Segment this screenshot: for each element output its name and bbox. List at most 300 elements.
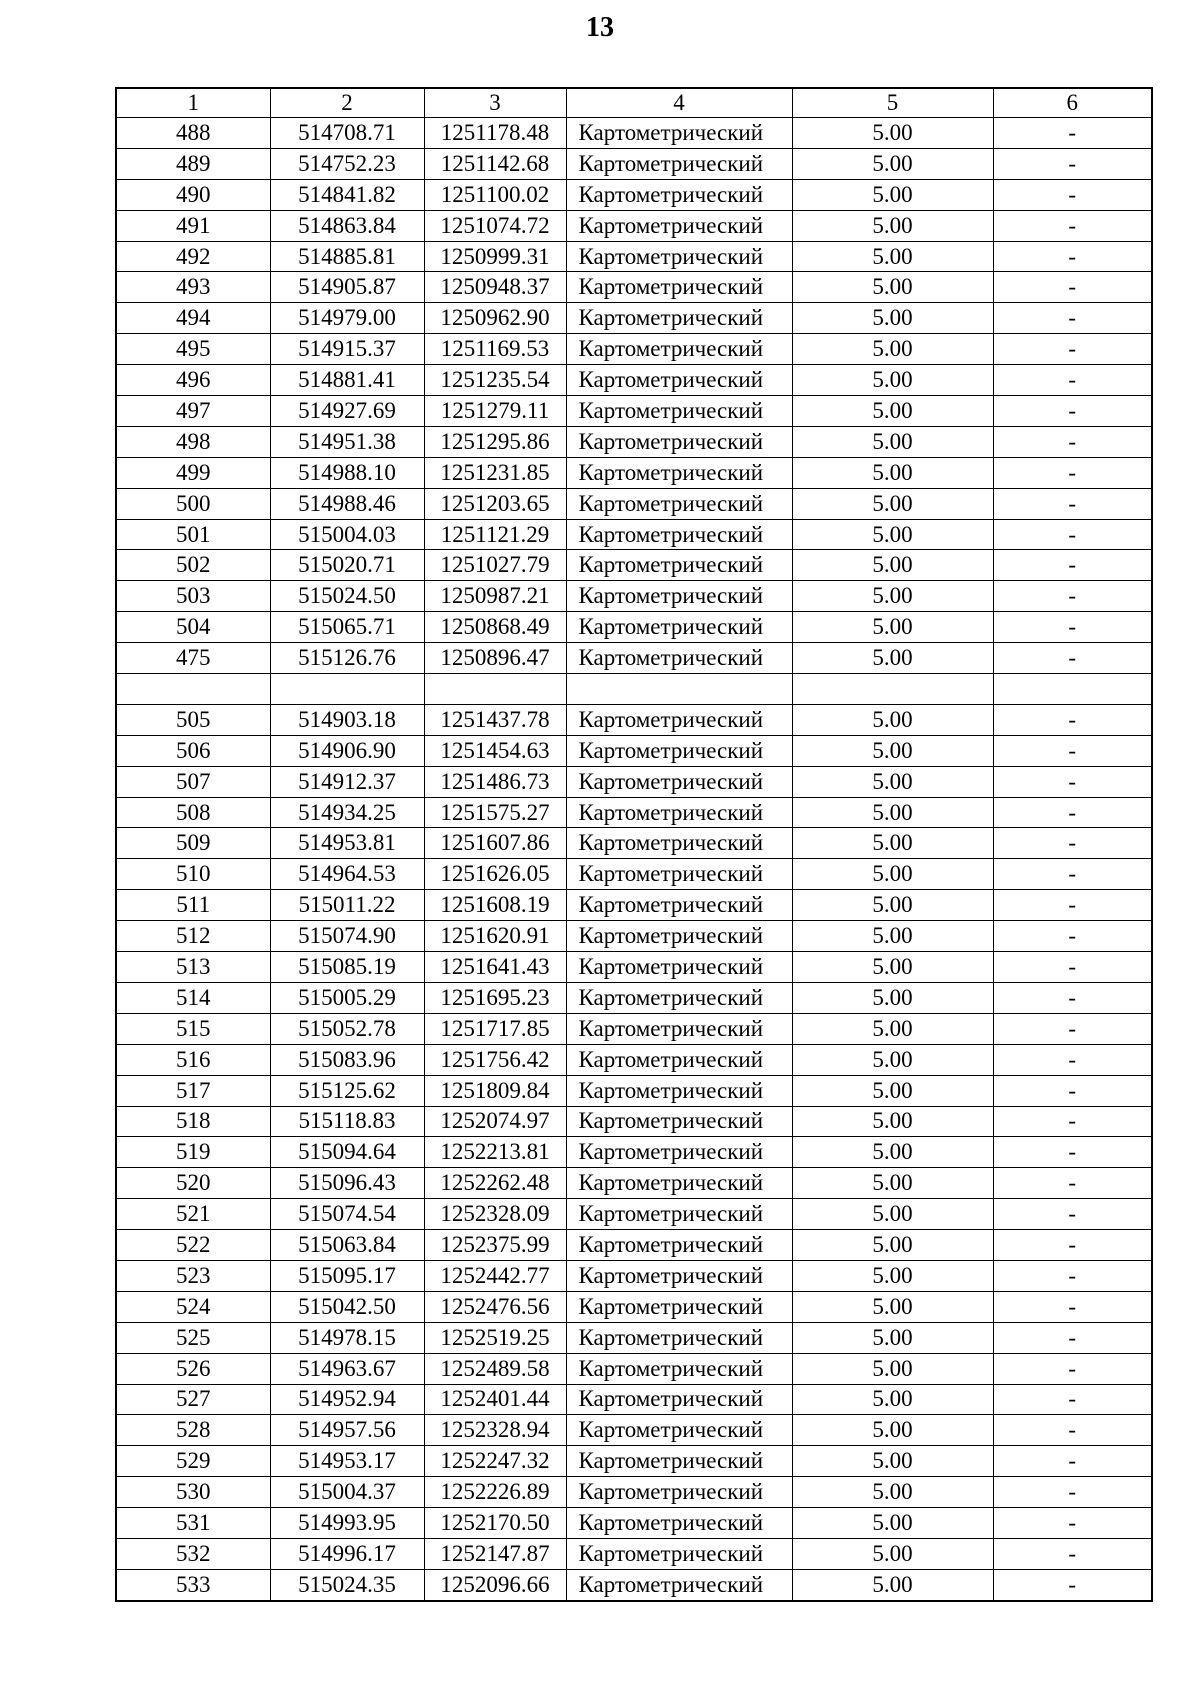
description-cell: - [993,1260,1152,1291]
point-number-cell: 505 [116,704,270,735]
description-cell: - [993,1137,1152,1168]
accuracy-cell: 5.00 [792,921,993,952]
x-coordinate-cell: 514905.87 [270,272,424,303]
y-coordinate-cell: 1252489.58 [424,1353,566,1384]
accuracy-cell: 5.00 [792,365,993,396]
method-cell: Картометрический [566,1044,792,1075]
point-number-cell: 506 [116,735,270,766]
accuracy-cell: 5.00 [792,1446,993,1477]
x-coordinate-cell: 515118.83 [270,1106,424,1137]
accuracy-cell: 5.00 [792,1013,993,1044]
x-coordinate-cell: 515126.76 [270,643,424,674]
method-cell: Картометрический [566,303,792,334]
accuracy-cell: 5.00 [792,1106,993,1137]
method-cell: Картометрический [566,921,792,952]
y-coordinate-cell: 1250987.21 [424,581,566,612]
point-number-cell: 491 [116,210,270,241]
x-coordinate-cell: 515042.50 [270,1291,424,1322]
accuracy-cell: 5.00 [792,550,993,581]
point-number-cell: 522 [116,1230,270,1261]
method-cell: Картометрический [566,1230,792,1261]
method-cell: Картометрический [566,982,792,1013]
method-cell: Картометрический [566,148,792,179]
point-number-cell: 490 [116,179,270,210]
table-row [116,488,1152,519]
table-row [116,179,1152,210]
x-coordinate-cell: 514927.69 [270,396,424,427]
accuracy-cell: 5.00 [792,859,993,890]
description-cell: - [993,952,1152,983]
x-coordinate-cell: 514752.23 [270,148,424,179]
table-row [116,365,1152,396]
accuracy-cell: 5.00 [792,952,993,983]
table-row [116,1446,1152,1477]
y-coordinate-cell: 1251169.53 [424,334,566,365]
column-header: 2 [270,88,424,118]
accuracy-cell: 5.00 [792,1384,993,1415]
table-row [116,921,1152,952]
method-cell: Картометрический [566,1291,792,1322]
x-coordinate-cell: 514951.38 [270,426,424,457]
method-cell: Картометрический [566,1106,792,1137]
point-number-cell: 515 [116,1013,270,1044]
description-cell: - [993,272,1152,303]
point-number-cell: 531 [116,1508,270,1539]
table-row [116,643,1152,674]
description-cell: - [993,921,1152,952]
table-row [116,1569,1152,1600]
y-coordinate-cell: 1252442.77 [424,1260,566,1291]
description-cell: - [993,643,1152,674]
table-row [116,952,1152,983]
method-cell: Картометрический [566,581,792,612]
method-cell: Картометрический [566,1322,792,1353]
description-cell: - [993,1044,1152,1075]
x-coordinate-cell: 514993.95 [270,1508,424,1539]
y-coordinate-cell: 1251027.79 [424,550,566,581]
x-coordinate-cell: 514953.17 [270,1446,424,1477]
point-number-cell: 533 [116,1569,270,1600]
y-coordinate-cell: 1251620.91 [424,921,566,952]
table-row [116,1075,1152,1106]
x-coordinate-cell: 514708.71 [270,118,424,149]
point-number-cell: 527 [116,1384,270,1415]
method-cell: Картометрический [566,952,792,983]
accuracy-cell: 5.00 [792,396,993,427]
description-cell: - [993,488,1152,519]
accuracy-cell: 5.00 [792,519,993,550]
x-coordinate-cell: 514953.81 [270,828,424,859]
description-cell: - [993,334,1152,365]
accuracy-cell: 5.00 [792,766,993,797]
description-cell: - [993,766,1152,797]
method-cell: Картометрический [566,519,792,550]
y-coordinate-cell: 1252096.66 [424,1569,566,1600]
method-cell: Картометрический [566,118,792,149]
y-coordinate-cell: 1252074.97 [424,1106,566,1137]
point-number-cell: 530 [116,1477,270,1508]
method-cell: Картометрический [566,1508,792,1539]
accuracy-cell: 5.00 [792,1044,993,1075]
x-coordinate-cell: 514863.84 [270,210,424,241]
description-cell: - [993,396,1152,427]
table-row [116,1508,1152,1539]
method-cell: Картометрический [566,334,792,365]
description-cell [993,674,1152,705]
table-row [116,1137,1152,1168]
table-row [116,272,1152,303]
method-cell: Картометрический [566,612,792,643]
y-coordinate-cell: 1251231.85 [424,457,566,488]
table-row [116,457,1152,488]
accuracy-cell: 5.00 [792,735,993,766]
description-cell: - [993,1322,1152,1353]
accuracy-cell: 5.00 [792,1291,993,1322]
x-coordinate-cell: 514978.15 [270,1322,424,1353]
y-coordinate-cell: 1251203.65 [424,488,566,519]
y-coordinate-cell: 1251626.05 [424,859,566,890]
x-coordinate-cell: 515004.37 [270,1477,424,1508]
y-coordinate-cell: 1251717.85 [424,1013,566,1044]
table-row [116,1106,1152,1137]
method-cell: Картометрический [566,550,792,581]
y-coordinate-cell: 1252170.50 [424,1508,566,1539]
description-cell: - [993,581,1152,612]
table-row [116,1415,1152,1446]
accuracy-cell: 5.00 [792,1260,993,1291]
coordinates-table [115,87,1153,1602]
method-cell: Картометрический [566,1384,792,1415]
description-cell: - [993,179,1152,210]
x-coordinate-cell: 514979.00 [270,303,424,334]
y-coordinate-cell: 1251695.23 [424,982,566,1013]
point-number-cell: 489 [116,148,270,179]
description-cell: - [993,148,1152,179]
y-coordinate-cell: 1251641.43 [424,952,566,983]
accuracy-cell: 5.00 [792,828,993,859]
table-row [116,612,1152,643]
point-number-cell: 521 [116,1199,270,1230]
method-cell: Картометрический [566,890,792,921]
description-cell: - [993,704,1152,735]
accuracy-cell: 5.00 [792,704,993,735]
method-cell: Картометрический [566,1415,792,1446]
method-cell: Картометрический [566,1013,792,1044]
method-cell: Картометрический [566,272,792,303]
point-number-cell: 526 [116,1353,270,1384]
table-row [116,1353,1152,1384]
method-cell: Картометрический [566,1538,792,1569]
x-coordinate-cell: 515085.19 [270,952,424,983]
table-row [116,859,1152,890]
y-coordinate-cell: 1251295.86 [424,426,566,457]
point-number-cell: 493 [116,272,270,303]
y-coordinate-cell: 1250999.31 [424,241,566,272]
description-cell: - [993,1199,1152,1230]
point-number-cell: 508 [116,797,270,828]
x-coordinate-cell: 514964.53 [270,859,424,890]
y-coordinate-cell: 1252401.44 [424,1384,566,1415]
accuracy-cell: 5.00 [792,457,993,488]
y-coordinate-cell: 1251178.48 [424,118,566,149]
x-coordinate-cell: 515065.71 [270,612,424,643]
point-number-cell: 496 [116,365,270,396]
description-cell: - [993,303,1152,334]
x-coordinate-cell: 514988.46 [270,488,424,519]
x-coordinate-cell: 515024.35 [270,1569,424,1600]
y-coordinate-cell: 1252226.89 [424,1477,566,1508]
method-cell: Картометрический [566,488,792,519]
table-row [116,1044,1152,1075]
method-cell: Картометрический [566,643,792,674]
method-cell: Картометрический [566,828,792,859]
accuracy-cell: 5.00 [792,1538,993,1569]
point-number-cell: 532 [116,1538,270,1569]
y-coordinate-cell: 1251142.68 [424,148,566,179]
column-header: 5 [792,88,993,118]
x-coordinate-cell: 514957.56 [270,1415,424,1446]
method-cell: Картометрический [566,179,792,210]
y-coordinate-cell: 1252328.94 [424,1415,566,1446]
y-coordinate-cell: 1251809.84 [424,1075,566,1106]
point-number-cell: 507 [116,766,270,797]
x-coordinate-cell: 514952.94 [270,1384,424,1415]
point-number-cell: 528 [116,1415,270,1446]
accuracy-cell: 5.00 [792,303,993,334]
x-coordinate-cell: 514996.17 [270,1538,424,1569]
accuracy-cell: 5.00 [792,1137,993,1168]
description-cell: - [993,735,1152,766]
x-coordinate-cell: 515094.64 [270,1137,424,1168]
table-row [116,148,1152,179]
table-row [116,766,1152,797]
accuracy-cell: 5.00 [792,1569,993,1600]
x-coordinate-cell: 514915.37 [270,334,424,365]
table-header-row [116,88,1152,118]
column-header: 3 [424,88,566,118]
y-coordinate-cell: 1251437.78 [424,704,566,735]
accuracy-cell: 5.00 [792,797,993,828]
method-cell: Картометрический [566,210,792,241]
y-coordinate-cell: 1250896.47 [424,643,566,674]
y-coordinate-cell: 1251607.86 [424,828,566,859]
point-number-cell: 525 [116,1322,270,1353]
description-cell: - [993,241,1152,272]
description-cell: - [993,1013,1152,1044]
accuracy-cell: 5.00 [792,334,993,365]
method-cell: Картометрический [566,766,792,797]
method-cell: Картометрический [566,1199,792,1230]
method-cell: Картометрический [566,1168,792,1199]
x-coordinate-cell: 514963.67 [270,1353,424,1384]
y-coordinate-cell: 1252328.09 [424,1199,566,1230]
point-number-cell: 514 [116,982,270,1013]
table-row [116,241,1152,272]
table-row [116,426,1152,457]
table-row [116,1538,1152,1569]
x-coordinate-cell: 514903.18 [270,704,424,735]
point-number-cell: 488 [116,118,270,149]
table-row [116,303,1152,334]
method-cell: Картометрический [566,1075,792,1106]
description-cell: - [993,890,1152,921]
accuracy-cell: 5.00 [792,643,993,674]
point-number-cell: 518 [116,1106,270,1137]
accuracy-cell: 5.00 [792,581,993,612]
accuracy-cell: 5.00 [792,241,993,272]
table-row [116,982,1152,1013]
y-coordinate-cell: 1252375.99 [424,1230,566,1261]
description-cell: - [993,1384,1152,1415]
point-number-cell: 513 [116,952,270,983]
table-row [116,1013,1152,1044]
accuracy-cell: 5.00 [792,426,993,457]
y-coordinate-cell: 1251608.19 [424,890,566,921]
accuracy-cell: 5.00 [792,1075,993,1106]
table-row [116,1322,1152,1353]
description-cell: - [993,519,1152,550]
table-row [116,1260,1152,1291]
accuracy-cell: 5.00 [792,272,993,303]
point-number-cell: 511 [116,890,270,921]
accuracy-cell: 5.00 [792,1168,993,1199]
x-coordinate-cell: 515074.90 [270,921,424,952]
description-cell: - [993,1353,1152,1384]
point-number-cell: 517 [116,1075,270,1106]
point-number-cell: 510 [116,859,270,890]
x-coordinate-cell: 515011.22 [270,890,424,921]
point-number-cell: 520 [116,1168,270,1199]
y-coordinate-cell: 1251100.02 [424,179,566,210]
table-row [116,890,1152,921]
method-cell: Картометрический [566,859,792,890]
y-coordinate-cell: 1251486.73 [424,766,566,797]
accuracy-cell: 5.00 [792,1353,993,1384]
table-row [116,1477,1152,1508]
method-cell: Картометрический [566,1446,792,1477]
method-cell: Картометрический [566,365,792,396]
accuracy-cell: 5.00 [792,1508,993,1539]
table-row [116,828,1152,859]
x-coordinate-cell: 514988.10 [270,457,424,488]
description-cell: - [993,1230,1152,1261]
x-coordinate-cell: 515020.71 [270,550,424,581]
table-row [116,1230,1152,1261]
x-coordinate-cell: 514906.90 [270,735,424,766]
accuracy-cell: 5.00 [792,118,993,149]
point-number-cell: 509 [116,828,270,859]
description-cell: - [993,1106,1152,1137]
point-number-cell: 501 [116,519,270,550]
y-coordinate-cell: 1251575.27 [424,797,566,828]
accuracy-cell: 5.00 [792,1477,993,1508]
point-number-cell: 504 [116,612,270,643]
description-cell: - [993,1477,1152,1508]
table-row [116,519,1152,550]
description-cell: - [993,797,1152,828]
method-cell: Картометрический [566,1260,792,1291]
y-coordinate-cell: 1252519.25 [424,1322,566,1353]
description-cell: - [993,210,1152,241]
method-cell: Картометрический [566,1353,792,1384]
description-cell: - [993,1569,1152,1600]
point-number-cell: 499 [116,457,270,488]
column-header: 4 [566,88,792,118]
method-cell: Картометрический [566,1477,792,1508]
description-cell: - [993,982,1152,1013]
method-cell: Картометрический [566,735,792,766]
x-coordinate-cell: 515096.43 [270,1168,424,1199]
table-row [116,704,1152,735]
description-cell: - [993,457,1152,488]
y-coordinate-cell: 1252247.32 [424,1446,566,1477]
point-number-cell: 519 [116,1137,270,1168]
method-cell: Картометрический [566,704,792,735]
accuracy-cell: 5.00 [792,890,993,921]
description-cell: - [993,828,1152,859]
point-number-cell: 529 [116,1446,270,1477]
x-coordinate-cell: 514841.82 [270,179,424,210]
x-coordinate-cell [270,674,424,705]
point-number-cell: 502 [116,550,270,581]
column-header: 1 [116,88,270,118]
method-cell: Картометрический [566,1137,792,1168]
accuracy-cell: 5.00 [792,982,993,1013]
description-cell: - [993,1446,1152,1477]
table-row [116,550,1152,581]
x-coordinate-cell: 514912.37 [270,766,424,797]
y-coordinate-cell [424,674,566,705]
description-cell: - [993,1538,1152,1569]
y-coordinate-cell: 1250868.49 [424,612,566,643]
point-number-cell: 500 [116,488,270,519]
description-cell: - [993,118,1152,149]
y-coordinate-cell: 1250962.90 [424,303,566,334]
point-number-cell: 503 [116,581,270,612]
description-cell: - [993,1508,1152,1539]
point-number-cell: 498 [116,426,270,457]
description-cell: - [993,859,1152,890]
y-coordinate-cell: 1252476.56 [424,1291,566,1322]
y-coordinate-cell: 1252213.81 [424,1137,566,1168]
accuracy-cell [792,674,993,705]
point-number-cell [116,674,270,705]
method-cell: Картометрический [566,797,792,828]
point-number-cell: 475 [116,643,270,674]
accuracy-cell: 5.00 [792,612,993,643]
accuracy-cell: 5.00 [792,179,993,210]
x-coordinate-cell: 515074.54 [270,1199,424,1230]
y-coordinate-cell: 1252262.48 [424,1168,566,1199]
table-row [116,674,1152,705]
table-row [116,735,1152,766]
x-coordinate-cell: 515063.84 [270,1230,424,1261]
table-row [116,118,1152,149]
description-cell: - [993,365,1152,396]
point-number-cell: 494 [116,303,270,334]
method-cell: Картометрический [566,426,792,457]
x-coordinate-cell: 515125.62 [270,1075,424,1106]
table-row [116,396,1152,427]
x-coordinate-cell: 515024.50 [270,581,424,612]
table-row [116,1199,1152,1230]
table-body [116,118,1152,1601]
accuracy-cell: 5.00 [792,1322,993,1353]
point-number-cell: 492 [116,241,270,272]
y-coordinate-cell: 1251279.11 [424,396,566,427]
x-coordinate-cell: 515083.96 [270,1044,424,1075]
y-coordinate-cell: 1251121.29 [424,519,566,550]
